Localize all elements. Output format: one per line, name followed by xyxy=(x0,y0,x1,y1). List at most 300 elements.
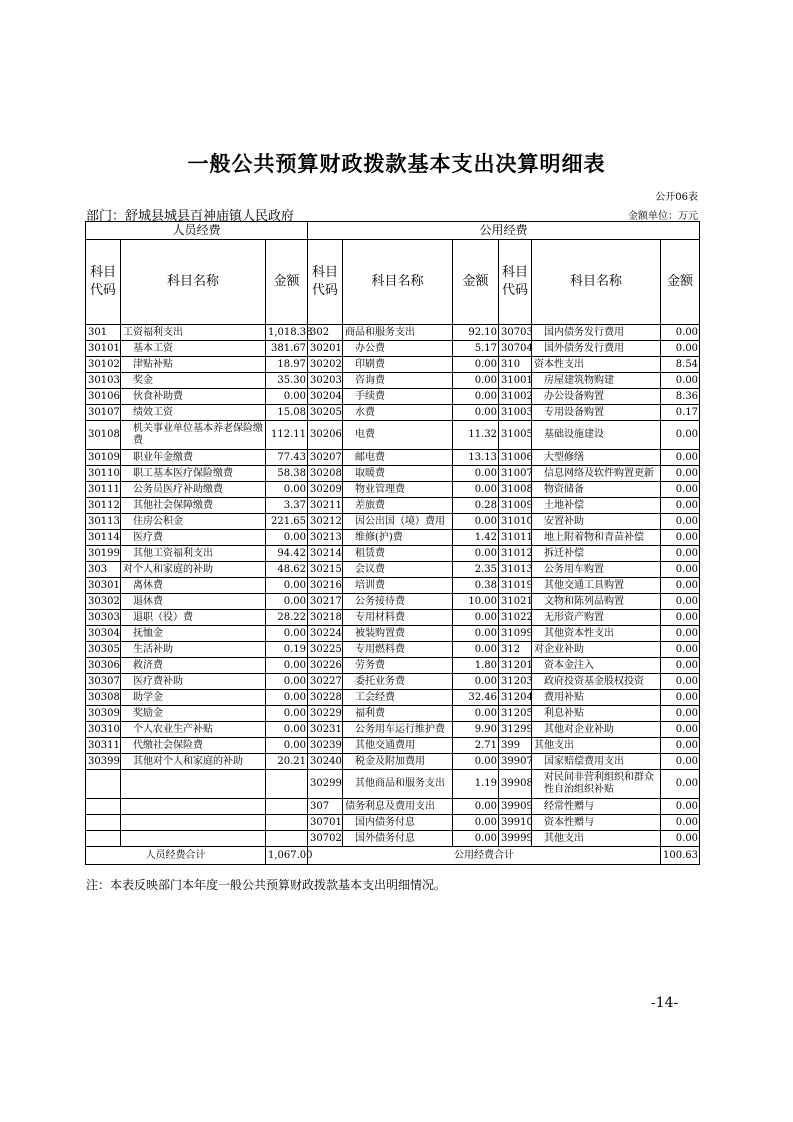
left-code-cell: 30112 xyxy=(86,498,121,514)
left-amount-cell xyxy=(266,815,308,831)
col-header-name: 科目名称 xyxy=(343,240,453,325)
table-row xyxy=(86,450,700,466)
middle-code-cell: 30204 xyxy=(308,389,343,405)
middle-code-cell: 30202 xyxy=(308,357,343,373)
left-amount-cell: 381.67 xyxy=(266,341,308,357)
middle-amount-cell: 0.00 xyxy=(453,831,499,847)
right-name-cell: 基础设施建设 xyxy=(532,421,661,450)
left-name-cell: 职工基本医疗保险缴费 xyxy=(121,466,266,482)
table-row xyxy=(86,706,700,722)
right-name-cell: 大型修缮 xyxy=(532,450,661,466)
right-code-cell: 39908 xyxy=(499,770,532,799)
left-name-cell: 退职（役）费 xyxy=(121,610,266,626)
middle-code-cell: 30227 xyxy=(308,674,343,690)
page-title: 一般公共预算财政拨款基本支出决算明细表 xyxy=(187,151,606,176)
middle-name-cell: 其他商品和服务支出 xyxy=(343,770,453,799)
middle-code-cell: 30218 xyxy=(308,610,343,626)
right-amount-cell: 0.00 xyxy=(661,738,700,754)
middle-amount-cell: 0.00 xyxy=(453,357,499,373)
left-code-cell: 30101 xyxy=(86,341,121,357)
middle-amount-cell: 0.00 xyxy=(453,405,499,421)
middle-amount-cell: 0.00 xyxy=(453,389,499,405)
right-name-cell: 国家赔偿费用支出 xyxy=(532,754,661,770)
col-header-name: 科目名称 xyxy=(121,240,266,325)
table-row xyxy=(86,325,700,341)
left-amount-cell: 18.97 xyxy=(266,357,308,373)
left-amount-cell: 28.22 xyxy=(266,610,308,626)
middle-amount-cell: 0.00 xyxy=(453,373,499,389)
left-code-cell: 30102 xyxy=(86,357,121,373)
table-row xyxy=(86,546,700,562)
right-amount-cell: 0.00 xyxy=(661,546,700,562)
table-row xyxy=(86,578,700,594)
table-row xyxy=(86,831,700,847)
public-total-amount: 100.63 xyxy=(661,847,700,865)
right-code-cell: 31022 xyxy=(499,610,532,626)
left-code-cell: 30309 xyxy=(86,706,121,722)
right-code-cell: 30703 xyxy=(499,325,532,341)
right-name-cell: 公务用车购置 xyxy=(532,562,661,578)
right-name-cell: 对民间非营利组织和群众性自治组织补贴 xyxy=(532,770,661,799)
left-name-cell: 生活补助 xyxy=(121,642,266,658)
right-code-cell: 31011 xyxy=(499,530,532,546)
left-amount-cell: 1,018.38 xyxy=(266,325,308,341)
middle-name-cell: 水费 xyxy=(343,405,453,421)
left-amount-cell: 0.00 xyxy=(266,594,308,610)
middle-amount-cell: 0.00 xyxy=(453,610,499,626)
public-total-label: 公用经费合计 xyxy=(308,847,661,865)
right-amount-cell: 0.00 xyxy=(661,466,700,482)
left-code-cell: 30199 xyxy=(86,546,121,562)
right-amount-cell: 0.00 xyxy=(661,690,700,706)
left-name-cell: 救济费 xyxy=(121,658,266,674)
middle-code-cell: 30225 xyxy=(308,642,343,658)
right-amount-cell: 0.00 xyxy=(661,706,700,722)
middle-name-cell: 被装购置费 xyxy=(343,626,453,642)
middle-name-cell: 福利费 xyxy=(343,706,453,722)
table-row xyxy=(86,770,700,799)
left-code-cell: 30103 xyxy=(86,373,121,389)
left-code-cell: 301 xyxy=(86,325,121,341)
middle-amount-cell: 11.32 xyxy=(453,421,499,450)
middle-name-cell: 会议费 xyxy=(343,562,453,578)
table-row xyxy=(86,738,700,754)
left-name-cell xyxy=(121,831,266,847)
left-amount-cell: 0.19 xyxy=(266,642,308,658)
table-row xyxy=(86,341,700,357)
middle-name-cell: 印刷费 xyxy=(343,357,453,373)
left-code-cell: 30109 xyxy=(86,450,121,466)
middle-amount-cell: 0.38 xyxy=(453,578,499,594)
right-name-cell: 费用补贴 xyxy=(532,690,661,706)
left-code-cell: 30107 xyxy=(86,405,121,421)
footnote: 注：本表反映部门本年度一般公共预算财政拨款基本支出明细情况。 xyxy=(86,878,447,892)
left-name-cell xyxy=(121,770,266,799)
middle-code-cell: 30240 xyxy=(308,754,343,770)
middle-amount-cell: 0.00 xyxy=(453,815,499,831)
middle-name-cell: 电费 xyxy=(343,421,453,450)
personnel-total-label: 人员经费合计 xyxy=(86,847,266,865)
left-name-cell: 住房公积金 xyxy=(121,514,266,530)
table-row xyxy=(86,722,700,738)
middle-amount-cell: 0.00 xyxy=(453,514,499,530)
table-row xyxy=(86,498,700,514)
table-row xyxy=(86,514,700,530)
middle-name-cell: 公务接待费 xyxy=(343,594,453,610)
middle-code-cell: 30229 xyxy=(308,706,343,722)
right-code-cell: 39907 xyxy=(499,754,532,770)
middle-amount-cell: 0.00 xyxy=(453,642,499,658)
right-name-cell: 房屋建筑物购建 xyxy=(532,373,661,389)
right-name-cell: 地上附着物和青苗补偿 xyxy=(532,530,661,546)
left-amount-cell: 112.11 xyxy=(266,421,308,450)
left-code-cell: 303 xyxy=(86,562,121,578)
right-name-cell: 物资储备 xyxy=(532,482,661,498)
middle-code-cell: 30231 xyxy=(308,722,343,738)
col-header-name: 科目名称 xyxy=(532,240,661,325)
left-amount-cell: 0.00 xyxy=(266,482,308,498)
left-name-cell xyxy=(121,799,266,815)
right-name-cell: 资本性支出 xyxy=(532,357,661,373)
left-code-cell: 30311 xyxy=(86,738,121,754)
left-amount-cell: 0.00 xyxy=(266,530,308,546)
left-amount-cell xyxy=(266,831,308,847)
right-amount-cell: 0.00 xyxy=(661,325,700,341)
left-name-cell: 津贴补贴 xyxy=(121,357,266,373)
right-code-cell: 31205 xyxy=(499,706,532,722)
middle-code-cell: 30299 xyxy=(308,770,343,799)
middle-amount-cell: 0.00 xyxy=(453,546,499,562)
right-amount-cell: 0.00 xyxy=(661,450,700,466)
right-amount-cell: 0.00 xyxy=(661,373,700,389)
middle-code-cell: 30702 xyxy=(308,831,343,847)
right-code-cell: 31201 xyxy=(499,658,532,674)
table-row xyxy=(86,658,700,674)
left-amount-cell: 0.00 xyxy=(266,578,308,594)
right-name-cell: 拆迁补偿 xyxy=(532,546,661,562)
right-code-cell: 31001 xyxy=(499,373,532,389)
middle-name-cell: 维修(护)费 xyxy=(343,530,453,546)
middle-code-cell: 30224 xyxy=(308,626,343,642)
left-name-cell: 医疗费 xyxy=(121,530,266,546)
col-header-amount: 金额 xyxy=(453,240,499,325)
middle-name-cell: 债务利息及费用支出 xyxy=(343,799,453,815)
right-name-cell: 其他支出 xyxy=(532,831,661,847)
right-amount-cell: 0.00 xyxy=(661,498,700,514)
left-code-cell: 30310 xyxy=(86,722,121,738)
middle-code-cell: 30216 xyxy=(308,578,343,594)
right-amount-cell: 0.00 xyxy=(661,626,700,642)
middle-code-cell: 30207 xyxy=(308,450,343,466)
table-row xyxy=(86,466,700,482)
right-code-cell: 31007 xyxy=(499,466,532,482)
page-number: -14- xyxy=(651,995,679,1011)
right-name-cell: 对企业补助 xyxy=(532,642,661,658)
right-code-cell: 31003 xyxy=(499,405,532,421)
left-name-cell: 医疗费补助 xyxy=(121,674,266,690)
middle-name-cell: 取暖费 xyxy=(343,466,453,482)
right-amount-cell: 0.00 xyxy=(661,482,700,498)
right-amount-cell: 0.17 xyxy=(661,405,700,421)
middle-name-cell: 其他交通费用 xyxy=(343,738,453,754)
right-code-cell: 31012 xyxy=(499,546,532,562)
personnel-group-header: 人员经费 xyxy=(86,222,308,240)
table-row xyxy=(86,530,700,546)
table-row xyxy=(86,405,700,421)
middle-amount-cell: 0.00 xyxy=(453,674,499,690)
left-code-cell: 30303 xyxy=(86,610,121,626)
right-code-cell: 31002 xyxy=(499,389,532,405)
col-header-amount: 金额 xyxy=(266,240,308,325)
col-header-code: 科目代码 xyxy=(308,240,343,325)
right-amount-cell: 0.00 xyxy=(661,610,700,626)
left-amount-cell xyxy=(266,799,308,815)
middle-amount-cell: 1.80 xyxy=(453,658,499,674)
middle-code-cell: 30201 xyxy=(308,341,343,357)
table-row xyxy=(86,674,700,690)
table-body xyxy=(86,325,700,847)
middle-amount-cell: 32.46 xyxy=(453,690,499,706)
middle-code-cell: 30212 xyxy=(308,514,343,530)
right-amount-cell: 0.00 xyxy=(661,341,700,357)
middle-name-cell: 税金及附加费用 xyxy=(343,754,453,770)
left-name-cell: 伙食补助费 xyxy=(121,389,266,405)
middle-code-cell: 30206 xyxy=(308,421,343,450)
left-code-cell: 30304 xyxy=(86,626,121,642)
left-code-cell: 30307 xyxy=(86,674,121,690)
left-code-cell: 30106 xyxy=(86,389,121,405)
right-code-cell: 39910 xyxy=(499,815,532,831)
right-code-cell: 312 xyxy=(499,642,532,658)
right-code-cell: 31005 xyxy=(499,421,532,450)
middle-name-cell: 劳务费 xyxy=(343,658,453,674)
table-row xyxy=(86,642,700,658)
middle-name-cell: 培训费 xyxy=(343,578,453,594)
expenditure-detail-table xyxy=(85,221,700,865)
right-amount-cell: 8.54 xyxy=(661,357,700,373)
left-code-cell: 30399 xyxy=(86,754,121,770)
left-amount-cell xyxy=(266,770,308,799)
right-code-cell: 31099 xyxy=(499,626,532,642)
table-row xyxy=(86,389,700,405)
left-name-cell: 基本工资 xyxy=(121,341,266,357)
right-amount-cell: 0.00 xyxy=(661,658,700,674)
right-code-cell: 30704 xyxy=(499,341,532,357)
left-code-cell: 30113 xyxy=(86,514,121,530)
right-amount-cell: 0.00 xyxy=(661,514,700,530)
left-code-cell: 30111 xyxy=(86,482,121,498)
right-amount-cell: 0.00 xyxy=(661,770,700,799)
left-name-cell: 奖金 xyxy=(121,373,266,389)
right-name-cell: 经常性赠与 xyxy=(532,799,661,815)
right-name-cell: 其他资本性支出 xyxy=(532,626,661,642)
table-row xyxy=(86,754,700,770)
right-code-cell: 31008 xyxy=(499,482,532,498)
middle-code-cell: 302 xyxy=(308,325,343,341)
right-name-cell: 文物和陈列品购置 xyxy=(532,594,661,610)
middle-code-cell: 30213 xyxy=(308,530,343,546)
right-code-cell: 310 xyxy=(499,357,532,373)
left-code-cell: 30305 xyxy=(86,642,121,658)
middle-amount-cell: 5.17 xyxy=(453,341,499,357)
right-amount-cell: 8.36 xyxy=(661,389,700,405)
left-name-cell: 工资福利支出 xyxy=(121,325,266,341)
middle-name-cell: 办公费 xyxy=(343,341,453,357)
left-amount-cell: 20.21 xyxy=(266,754,308,770)
right-code-cell: 39999 xyxy=(499,831,532,847)
left-amount-cell: 0.00 xyxy=(266,389,308,405)
left-code-cell xyxy=(86,831,121,847)
left-name-cell: 助学金 xyxy=(121,690,266,706)
left-code-cell: 30306 xyxy=(86,658,121,674)
right-amount-cell: 0.00 xyxy=(661,421,700,450)
left-amount-cell: 0.00 xyxy=(266,738,308,754)
left-code-cell: 30308 xyxy=(86,690,121,706)
middle-name-cell: 工会经费 xyxy=(343,690,453,706)
middle-name-cell: 商品和服务支出 xyxy=(343,325,453,341)
middle-amount-cell: 0.00 xyxy=(453,482,499,498)
left-amount-cell: 94.42 xyxy=(266,546,308,562)
left-name-cell: 代缴社会保险费 xyxy=(121,738,266,754)
right-name-cell: 其他支出 xyxy=(532,738,661,754)
right-name-cell: 信息网络及软件购置更新 xyxy=(532,466,661,482)
left-code-cell: 30301 xyxy=(86,578,121,594)
right-name-cell: 土地补偿 xyxy=(532,498,661,514)
middle-amount-cell: 0.00 xyxy=(453,754,499,770)
table-row xyxy=(86,594,700,610)
right-amount-cell: 0.00 xyxy=(661,831,700,847)
right-code-cell: 31021 xyxy=(499,594,532,610)
middle-name-cell: 因公出国（境）费用 xyxy=(343,514,453,530)
left-amount-cell: 77.43 xyxy=(266,450,308,466)
left-code-cell: 30110 xyxy=(86,466,121,482)
left-code-cell: 30108 xyxy=(86,421,121,450)
right-code-cell: 31010 xyxy=(499,514,532,530)
right-amount-cell: 0.00 xyxy=(661,815,700,831)
middle-name-cell: 咨询费 xyxy=(343,373,453,389)
right-amount-cell: 0.00 xyxy=(661,530,700,546)
totals-row xyxy=(86,847,700,865)
right-amount-cell: 0.00 xyxy=(661,578,700,594)
middle-amount-cell: 2.35 xyxy=(453,562,499,578)
right-name-cell: 其他交通工具购置 xyxy=(532,578,661,594)
middle-code-cell: 30226 xyxy=(308,658,343,674)
middle-code-cell: 30203 xyxy=(308,373,343,389)
right-amount-cell: 0.00 xyxy=(661,594,700,610)
left-name-cell: 其他工资福利支出 xyxy=(121,546,266,562)
left-amount-cell: 15.08 xyxy=(266,405,308,421)
middle-code-cell: 30239 xyxy=(308,738,343,754)
right-amount-cell: 0.00 xyxy=(661,722,700,738)
middle-name-cell: 手续费 xyxy=(343,389,453,405)
left-amount-cell: 0.00 xyxy=(266,690,308,706)
right-name-cell: 办公设备购置 xyxy=(532,389,661,405)
left-name-cell: 机关事业单位基本养老保险缴费 xyxy=(121,421,266,450)
middle-amount-cell: 0.00 xyxy=(453,706,499,722)
personnel-total-amount: 1,067.00 xyxy=(266,847,308,865)
middle-name-cell: 国外债务付息 xyxy=(343,831,453,847)
left-name-cell: 其他对个人和家庭的补助 xyxy=(121,754,266,770)
table-row xyxy=(86,799,700,815)
middle-name-cell: 物业管理费 xyxy=(343,482,453,498)
table-row xyxy=(86,421,700,450)
left-amount-cell: 0.00 xyxy=(266,658,308,674)
left-amount-cell: 221.65 xyxy=(266,514,308,530)
right-code-cell: 39909 xyxy=(499,799,532,815)
left-code-cell xyxy=(86,815,121,831)
middle-name-cell: 委托业务费 xyxy=(343,674,453,690)
col-header-amount: 金额 xyxy=(661,240,700,325)
left-name-cell: 其他社会保障缴费 xyxy=(121,498,266,514)
left-code-cell xyxy=(86,770,121,799)
right-code-cell: 31299 xyxy=(499,722,532,738)
col-header-code: 科目代码 xyxy=(499,240,532,325)
middle-code-cell: 30205 xyxy=(308,405,343,421)
middle-code-cell: 30215 xyxy=(308,562,343,578)
left-code-cell xyxy=(86,799,121,815)
middle-amount-cell: 0.28 xyxy=(453,498,499,514)
left-name-cell: 离休费 xyxy=(121,578,266,594)
left-amount-cell: 0.00 xyxy=(266,626,308,642)
middle-name-cell: 租赁费 xyxy=(343,546,453,562)
left-name-cell xyxy=(121,815,266,831)
right-name-cell: 政府投资基金股权投资 xyxy=(532,674,661,690)
left-amount-cell: 0.00 xyxy=(266,706,308,722)
table-number: 公开06表 xyxy=(655,192,698,203)
right-code-cell: 31009 xyxy=(499,498,532,514)
middle-name-cell: 专用材料费 xyxy=(343,610,453,626)
middle-name-cell: 国内债务付息 xyxy=(343,815,453,831)
middle-amount-cell: 1.19 xyxy=(453,770,499,799)
middle-code-cell: 30217 xyxy=(308,594,343,610)
left-amount-cell: 0.00 xyxy=(266,674,308,690)
right-amount-cell: 0.00 xyxy=(661,799,700,815)
middle-amount-cell: 0.00 xyxy=(453,799,499,815)
middle-name-cell: 公务用车运行维护费 xyxy=(343,722,453,738)
left-name-cell: 奖励金 xyxy=(121,706,266,722)
middle-name-cell: 专用燃料费 xyxy=(343,642,453,658)
middle-amount-cell: 10.00 xyxy=(453,594,499,610)
middle-code-cell: 30211 xyxy=(308,498,343,514)
table-row xyxy=(86,610,700,626)
middle-code-cell: 30214 xyxy=(308,546,343,562)
middle-amount-cell: 0.00 xyxy=(453,466,499,482)
right-code-cell: 31013 xyxy=(499,562,532,578)
left-name-cell: 公务员医疗补助缴费 xyxy=(121,482,266,498)
middle-amount-cell: 9.90 xyxy=(453,722,499,738)
right-code-cell: 399 xyxy=(499,738,532,754)
left-amount-cell: 48.62 xyxy=(266,562,308,578)
right-name-cell: 国外债务发行费用 xyxy=(532,341,661,357)
middle-code-cell: 30228 xyxy=(308,690,343,706)
left-name-cell: 个人农业生产补贴 xyxy=(121,722,266,738)
right-amount-cell: 0.00 xyxy=(661,674,700,690)
left-name-cell: 对个人和家庭的补助 xyxy=(121,562,266,578)
right-amount-cell: 0.00 xyxy=(661,754,700,770)
left-amount-cell: 0.00 xyxy=(266,722,308,738)
right-name-cell: 国内债务发行费用 xyxy=(532,325,661,341)
right-name-cell: 无形资产购置 xyxy=(532,610,661,626)
right-name-cell: 资本性赠与 xyxy=(532,815,661,831)
table-row xyxy=(86,562,700,578)
right-name-cell: 资本金注入 xyxy=(532,658,661,674)
middle-amount-cell: 0.00 xyxy=(453,626,499,642)
right-name-cell: 其他对企业补助 xyxy=(532,722,661,738)
right-amount-cell: 0.00 xyxy=(661,562,700,578)
middle-amount-cell: 2.71 xyxy=(453,738,499,754)
left-name-cell: 绩效工资 xyxy=(121,405,266,421)
left-code-cell: 30114 xyxy=(86,530,121,546)
